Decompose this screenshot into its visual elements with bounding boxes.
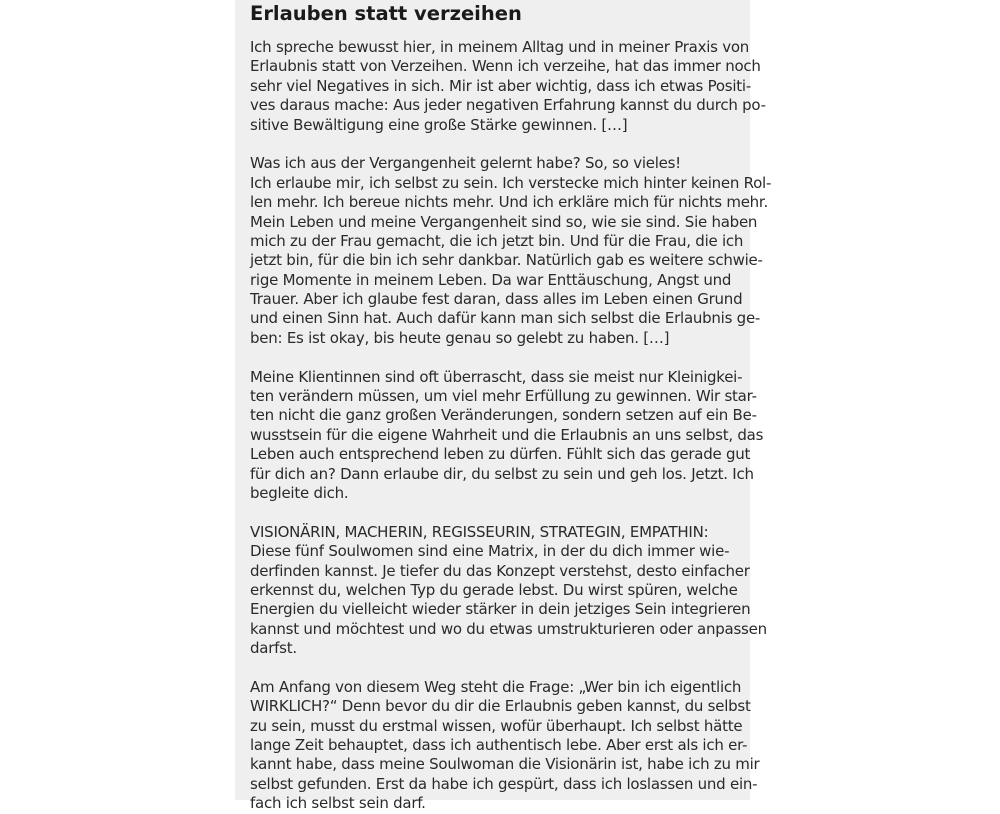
paragraph-gap [250, 135, 744, 154]
text-line: fach ich selbst sein darf. [250, 794, 426, 813]
text-line: für dich an? Dann erlaube dir, du selbst zu sein und geh los. Jetzt. Ich [250, 464, 754, 483]
text-line: Energien du vielleicht wieder stärker in dein jetziges Sein integrieren [250, 600, 751, 619]
text-line: Leben auch entsprechend leben zu dürfen. Fühlt sich das gerade gut [250, 445, 751, 464]
text-line: lange Zeit behauptet, dass ich authentisch lebe. Aber erst als ich er- [250, 736, 748, 755]
text-line: jetzt bin, für die bin ich sehr dankbar. Natürlich gab es weitere schwie- [250, 251, 763, 270]
text-line: rige Momente in meinem Leben. Da war Enttäuschung, Angst und [250, 270, 732, 289]
text-line: len mehr. Ich bereue nichts mehr. Und ich erkläre mich für nichts mehr. [250, 193, 768, 212]
text-line: selbst gefunden. Erst da habe ich gespürt, dass ich loslassen und ein- [250, 774, 758, 793]
paragraph [250, 38, 766, 135]
text-line: Ich erlaube mir, ich selbst zu sein. Ich verstecke mich hinter keinen Rol- [250, 173, 772, 192]
text-line: wusstsein für die eigene Wahrheit und die Erlaubnis an uns selbst, das [250, 425, 764, 444]
text-line: ves daraus mache: Aus jeder negativen Erfahrung kannst du durch po- [250, 96, 766, 115]
paragraph [250, 522, 767, 659]
text-line: ten nicht die ganz großen Veränderungen, sondern setzen auf ein Be- [250, 406, 757, 425]
text-line: zu sein, musst du erstmal wissen, wofür überhaupt. Ich selbst hätte [250, 716, 743, 735]
text-line: Meine Klientinnen sind oft überrascht, dass sie meist nur Kleinigkei- [250, 367, 743, 386]
text-line: ben: Es ist okay, bis heute genau so gelebt zu haben. […] [250, 328, 670, 347]
text-line: VISIONÄRIN, MACHERIN, REGISSEURIN, STRATEGIN, EMPATHIN: [250, 522, 709, 541]
text-line: Erlaubnis statt von Verzeihen. Wenn ich verzeihe, hat das immer noch [250, 57, 761, 76]
text-line: Trauer. Aber ich glaube fest daran, dass alles im Leben einen Grund [250, 290, 743, 309]
text-line: Am Anfang von diesem Weg steht die Frage: „Wer bin ich eigentlich [250, 677, 742, 696]
paragraph [250, 367, 764, 504]
text-column [235, 0, 772, 813]
text-line: Ich spreche bewusst hier, in meinem Alltag und in meiner Praxis von [250, 38, 750, 56]
paragraph [250, 677, 760, 814]
text-line: Was ich aus der Vergangenheit gelernt habe? So, so vieles! [250, 154, 681, 173]
text-line: sehr viel Negatives in sich. Mir ist aber wichtig, dass ich etwas Positi- [250, 76, 751, 95]
text-line: Mein Leben und meine Vergangenheit sind so, wie sie sind. Sie haben [250, 212, 758, 231]
paragraph-gap [250, 348, 744, 367]
body-text [250, 38, 772, 814]
text-line: WIRKLICH?“ Denn bevor du dir die Erlaubnis geben kannst, du selbst [250, 697, 751, 716]
paragraph [250, 154, 772, 348]
text-line: sitive Bewältigung eine große Stärke gewinnen. […] [250, 115, 628, 134]
text-line: derfinden kannst. Je tiefer du das Konzept verstehst, desto einfacher [250, 561, 750, 580]
text-line: kannt habe, dass meine Soulwoman die Visionärin ist, habe ich zu mir [250, 755, 760, 774]
page-title: Erlauben statt verzeihen [250, 2, 522, 25]
text-line: begleite dich. [250, 483, 349, 502]
text-line: kannst und möchtest und wo du etwas umstrukturieren oder anpassen [250, 619, 767, 638]
paragraph-gap [250, 503, 744, 522]
text-line: darfst. [250, 639, 297, 658]
text-line: erkennst du, welchen Typ du gerade lebst. Du wirst spüren, welche [250, 580, 738, 599]
text-line: Diese fünf Soulwomen sind eine Matrix, in der du dich immer wie- [250, 542, 730, 561]
text-line: und einen Sinn hat. Auch dafür kann man sich selbst die Erlaubnis ge- [250, 309, 761, 328]
text-line: ten verändern müssen, um viel mehr Erfüllung zu gewinnen. Wir star- [250, 387, 757, 406]
paragraph-gap [250, 659, 744, 678]
text-line: mich zu der Frau gemacht, die ich jetzt bin. Und für die Frau, die ich [250, 231, 744, 250]
